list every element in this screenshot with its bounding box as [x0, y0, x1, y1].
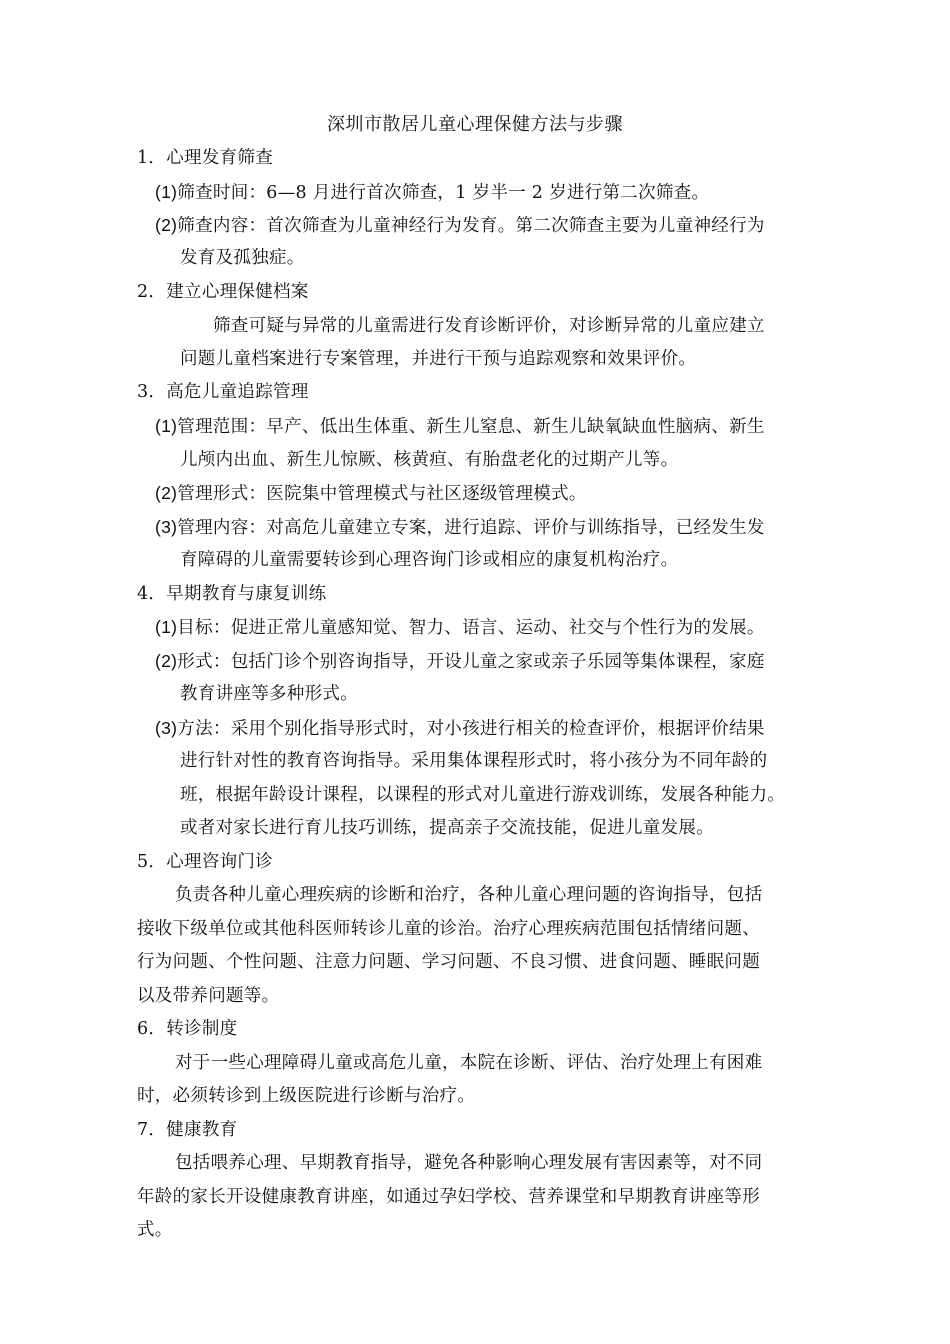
list-item: [155, 481, 587, 506]
document-title: 深圳市散居儿童心理保健方法与步骤: [327, 114, 623, 135]
list-item: [155, 649, 765, 674]
item-text-continuation: 儿颅内出血、新生儿惊厥、核黄疸、有胎盘老化的过期产儿等。: [180, 450, 679, 470]
item-text-continuation: 育障碍的儿童需要转诊到心理咨询门诊或相应的康复机构治疗。: [180, 550, 679, 570]
section-heading: 5．心理咨询门诊: [137, 852, 274, 872]
list-item: [155, 615, 765, 640]
paragraph-line: 问题儿童档案进行专案管理，并进行干预与追踪观察和效果评价。: [180, 349, 697, 369]
item-text: 管理形式：医院集中管理模式与社区逐级管理模式。: [177, 484, 587, 504]
section-heading: 1．心理发育筛查: [137, 148, 274, 168]
item-text: 目标：促进正常儿童感知觉、智力、语言、运动、社交与个性行为的发展。: [177, 618, 765, 638]
list-item: [155, 716, 765, 741]
item-label: (1): [155, 416, 178, 436]
paragraph-line: 筛查可疑与异常的儿童需进行发育诊断评价，对诊断异常的儿童应建立: [213, 316, 765, 336]
list-item: [155, 180, 709, 205]
paragraph-line: 对于一些心理障碍儿童或高危儿童，本院在诊断、评估、治疗处理上有困难: [175, 1053, 763, 1073]
paragraph-line: 包括喂养心理、早期教育指导，避免各种影响心理发展有害因素等，对不同: [175, 1153, 763, 1173]
item-label: (2): [155, 215, 178, 235]
section-heading: 4．早期教育与康复训练: [137, 584, 327, 604]
item-text-continuation: 发育及孤独症。: [180, 248, 305, 268]
item-text: 筛查内容：首次筛查为儿童神经行为发育。第二次筛查主要为儿童神经行为: [177, 216, 765, 236]
item-text-continuation: 或者对家长进行育儿技巧训练，提高亲子交流技能，促进儿童发展。: [180, 818, 714, 838]
item-label: (3): [155, 517, 178, 537]
section-heading: 2．建立心理保健档案: [137, 282, 309, 302]
paragraph-line: 时，必须转诊到上级医院进行诊断与治疗。: [137, 1086, 476, 1106]
item-text: 形式：包括门诊个别咨询指导，开设儿童之家或亲子乐园等集体课程，家庭: [177, 652, 765, 672]
item-text-continuation: 教育讲座等多种形式。: [180, 684, 358, 704]
item-text-continuation: 班，根据年龄设计课程，以课程的形式对儿童进行游戏训练，发展各种能力。: [180, 785, 786, 805]
item-label: (3): [155, 718, 178, 738]
paragraph-line: 以及带养问题等。: [137, 986, 280, 1006]
item-text: 管理内容：对高危儿童建立专案，进行追踪、评价与训练指导，已经发生发: [177, 518, 765, 538]
paragraph-line: 行为问题、个性问题、注意力问题、学习问题、不良习惯、进食问题、睡眠问题: [137, 952, 760, 972]
paragraph-line: 年龄的家长开设健康教育讲座，如通过孕妇学校、营养课堂和早期教育讲座等形: [137, 1187, 760, 1207]
item-label: (1): [155, 617, 178, 637]
list-item: [155, 515, 765, 540]
item-text: 方法：采用个别化指导形式时，对小孩进行相关的检查评价，根据评价结果: [177, 719, 765, 739]
section-heading: 6．转诊制度: [137, 1019, 238, 1039]
item-label: (2): [155, 651, 178, 671]
item-text-continuation: 进行针对性的教育咨询指导。采用集体课程形式时，将小孩分为不同年龄的: [180, 751, 768, 771]
item-label: (1): [155, 182, 178, 202]
list-item: [155, 414, 765, 439]
list-item: [155, 213, 765, 238]
item-label: (2): [155, 483, 178, 503]
paragraph-line: 接收下级单位或其他科医师转诊儿童的诊治。治疗心理疾病范围包括情绪问题、: [137, 919, 760, 939]
section-heading: 3．高危儿童追踪管理: [137, 382, 309, 402]
item-text: 管理范围：早产、低出生体重、新生儿窒息、新生儿缺氧缺血性脑病、新生: [177, 417, 765, 437]
paragraph-line: 负责各种儿童心理疾病的诊断和治疗，各种儿童心理问题的咨询指导，包括: [175, 885, 763, 905]
paragraph-line: 式。: [137, 1220, 173, 1240]
section-heading: 7．健康教育: [137, 1120, 238, 1140]
item-text: 筛查时间：6—8 月进行首次筛查，1 岁半一 2 岁进行第二次筛查。: [177, 183, 710, 203]
